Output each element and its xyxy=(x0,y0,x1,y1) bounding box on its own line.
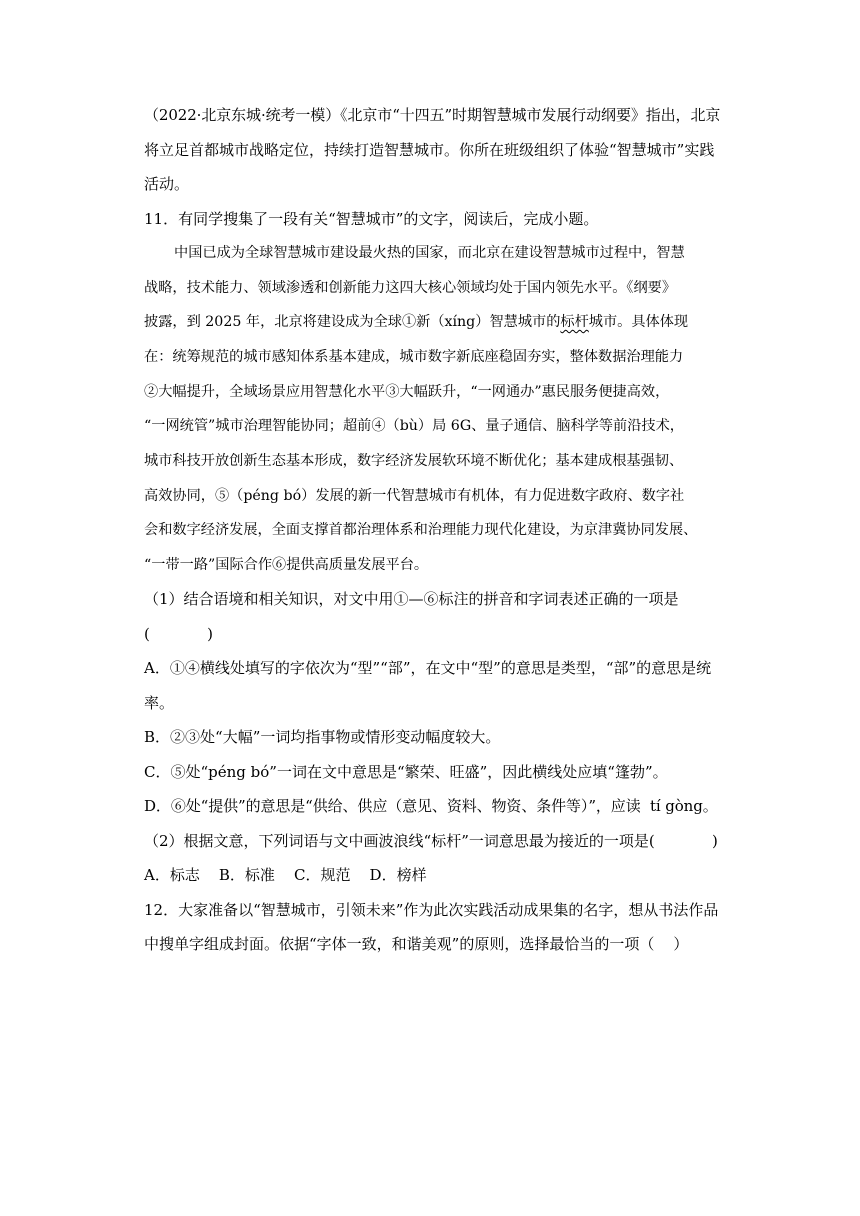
question-11-stem: 11．有同学搜集了一段有关“智慧城市”的文字，阅读后，完成小题。 xyxy=(144,210,599,228)
answer-blank: ( ) xyxy=(144,625,213,643)
passage-line-8: 高效协同，⑤（péng bó）发展的新一代智慧城市有机体，有力促进数字政府、数字社 xyxy=(144,488,685,504)
passage-line-2: 战略，技术能力、领域渗透和创新能力这四大核心领域均处于国内领先水平。《纲要》 xyxy=(144,280,677,296)
passage-line-1: 中国已成为全球智慧城市建设最火热的国家，而北京在建设智慧城市过程中，智慧 xyxy=(174,245,685,261)
intro-line-1: （2022·北京东城·统考一模）《北京市“十四五”时期智慧城市发展行动纲要》指出，北京 xyxy=(144,106,721,124)
passage-line-3-start: 披露，到 2025 年，北京将建设成为全球①新（xíng）智慧城市的 xyxy=(144,314,561,330)
intro-line-3: 活动。 xyxy=(144,175,190,193)
passage-line-3-end: 城市。具体体现 xyxy=(588,314,689,330)
passage-line-4: 在：统筹规范的城市感知体系基本建成，城市数字新底座稳固夯实，整体数据治理能力 xyxy=(144,349,684,365)
sub-question-2-stem: （2）根据文意，下列词语与文中画波浪线“标杆”一词意思最为接近的一项是( ) xyxy=(144,832,718,850)
sub-question-2-options: A．标志 B．标准 C．规范 D．榜样 xyxy=(144,866,427,884)
passage-line-7: 城市科技开放创新生态基本形成，数字经济发展软环境不断优化；基本建成根基强韧、 xyxy=(144,453,684,469)
passage-line-10: “一带一路”国际合作⑥提供高质量发展平台。 xyxy=(144,557,429,573)
question-12-line-1: 12．大家准备以“智慧城市，引领未来”作为此次实践活动成果集的名字，想从书法作品 xyxy=(144,901,719,919)
intro-line-2: 将立足首都城市战略定位，持续打造智慧城市。你所在班级组织了体验“智慧城市”实践 xyxy=(144,141,715,159)
option-a-line-1: A．①④横线处填写的字依次为“型”“部”，在文中“型”的意思是类型，“部”的意思是统 xyxy=(144,659,712,677)
option-b: B．②③处“大幅”一词均指事物或情形变动幅度较大。 xyxy=(144,728,501,746)
question-12-line-2: 中搜单字组成封面。依据“字体一致，和谐美观”的原则，选择最恰当的一项（ ） xyxy=(144,935,689,953)
wavy-underlined-term: 标杆 xyxy=(560,314,589,330)
passage-line-3 xyxy=(144,312,720,332)
passage-line-5: ②大幅提升，全域场景应用智慧化水平③大幅跃升，“一网通办”惠民服务便捷高效， xyxy=(144,384,670,400)
passage-line-9: 会和数字经济发展，全面支撑首都治理体系和治理能力现代化建设，为京津冀协同发展、 xyxy=(144,522,698,538)
sub-question-1-stem: （1）结合语境和相关知识，对文中用①—⑥标注的拼音和字词表述正确的一项是 xyxy=(144,590,679,608)
passage-line-6: “一网统管”城市治理智能协同；超前④（bù）局 6G、量子通信、脑科学等前沿技术， xyxy=(144,418,684,434)
option-a-line-2: 率。 xyxy=(144,694,175,712)
option-d: D．⑥处“提供”的意思是“供给、供应（意见、资料、物资、条件等）”，应读 tí gòng。 xyxy=(144,797,718,815)
option-c: C．⑤处“péng bó”一词在文中意思是“繁荣、旺盛”，因此横线处应填“篷勃”。 xyxy=(144,763,668,781)
